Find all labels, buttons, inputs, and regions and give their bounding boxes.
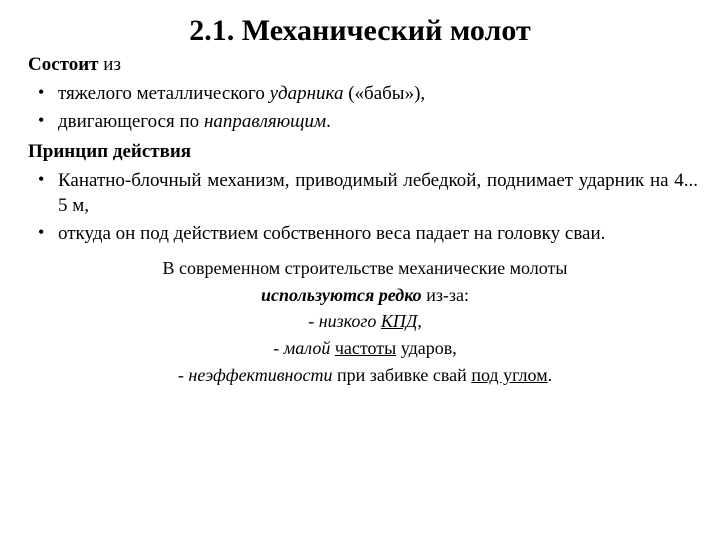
- closing-line-3-dash: -: [308, 311, 319, 332]
- closing-line-5-italic: неэффективности: [188, 365, 333, 386]
- lead-sostoit: [28, 53, 702, 78]
- closing-line-4-post: ударов,: [396, 338, 457, 359]
- closing-line-5-underline: под углом: [471, 365, 548, 386]
- list-item: [28, 81, 702, 106]
- closing-note: [28, 256, 702, 388]
- closing-line-5-post: .: [547, 365, 553, 386]
- bullet-1-italic: направляющим: [203, 110, 327, 132]
- closing-line-4-dash: -: [273, 338, 284, 359]
- closing-line-4-italic: малой: [283, 338, 335, 359]
- closing-line-3-post: ,: [417, 311, 422, 332]
- bullet-0-italic: ударника: [269, 82, 344, 104]
- closing-line-3: [68, 309, 662, 334]
- lead-sostoit-rest: из: [98, 54, 121, 75]
- bullet-1-post: .: [326, 110, 331, 132]
- lead-sostoit-bold: Состоит: [28, 54, 99, 75]
- closing-line-2-rest: из-за:: [421, 284, 470, 305]
- slide: [0, 14, 720, 554]
- closing-line-2-bold: используются редко: [260, 284, 422, 305]
- list-item: [28, 109, 702, 134]
- slide-body: [0, 53, 720, 388]
- bullet-1-pre: двигающегося по: [58, 110, 204, 132]
- closing-line-1: В современном строительстве механические молоты: [162, 257, 568, 278]
- closing-line-4: [68, 336, 662, 361]
- closing-line-4-underline: частоты: [334, 338, 397, 359]
- closing-line-5-mid: при забивке свай: [332, 365, 472, 386]
- list-item: • Канатно-блочный механизм, приводимый лебедкой, поднимает ударник на 4... 5 м,: [28, 168, 702, 218]
- page-title: 2.1. Механический молот: [189, 14, 531, 47]
- lead-princip: [28, 140, 702, 165]
- bullet-list-top: [28, 81, 702, 134]
- closing-line-2: [68, 283, 662, 308]
- closing-line-3-underline: КПД: [380, 311, 418, 332]
- bullet-0-pre: тяжелого металлического: [58, 82, 270, 104]
- lead-princip-bold: Принцип действия: [28, 140, 192, 162]
- bullet-0-post: («бабы»),: [343, 82, 426, 104]
- closing-line-5-dash: -: [177, 365, 189, 386]
- bullet-list-bottom: [28, 168, 702, 246]
- closing-line-5: [68, 363, 662, 388]
- closing-line-3-italic: низкого: [318, 311, 381, 332]
- list-item: • откуда он под действием собственного веса падает на головку сваи.: [28, 221, 702, 246]
